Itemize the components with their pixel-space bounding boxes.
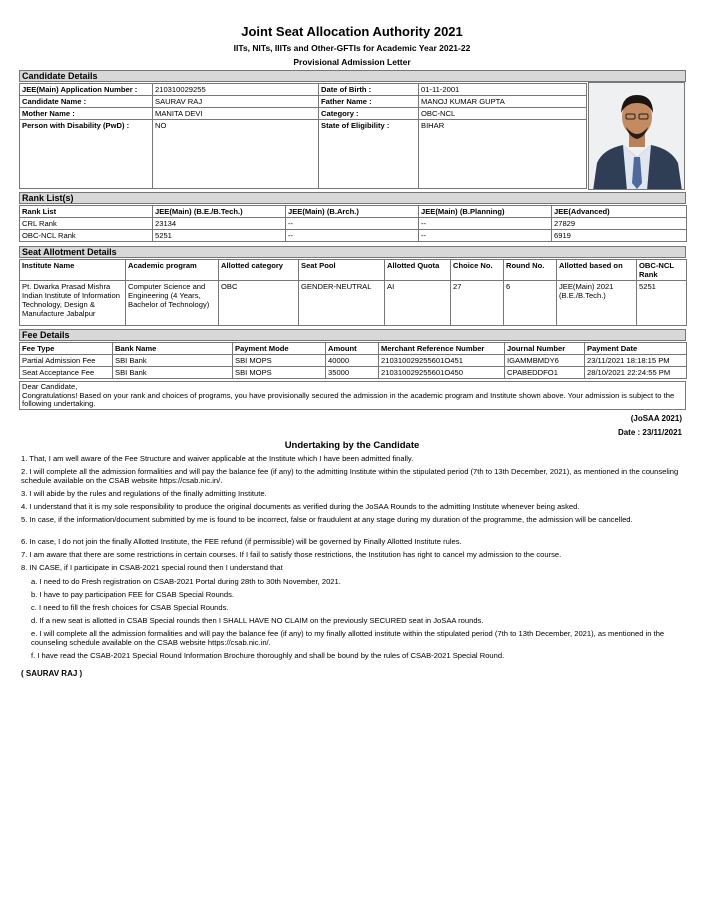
undertaking-subpoint: e. I will complete all the admission formalities and will pay the balance fee (if any) to my finally allotted institute within the stipulated period (7th to 13th December, 2021), as mentioned in the counseling schedule available on the CSAB website https://csab.nic.in/.: [31, 629, 665, 647]
fee-header: Merchant Reference Number: [379, 343, 505, 355]
round-no: 6: [504, 281, 557, 326]
rank-cell: CRL Rank: [20, 218, 153, 230]
seat-header: OBC-NCL Rank: [637, 260, 687, 281]
fee-header: Journal Number: [505, 343, 585, 355]
candidate-photo: [588, 82, 685, 190]
state-value: BIHAR: [419, 120, 587, 189]
category-value: OBC-NCL: [419, 108, 587, 120]
seat-header: Allotted based on: [557, 260, 637, 281]
dob-label: Date of Birth :: [319, 84, 419, 96]
dob-value: 01-11-2001: [419, 84, 587, 96]
candidate-section-title: Candidate Details: [19, 70, 686, 82]
seat-section-title: Seat Allotment Details: [19, 246, 686, 258]
undertaking-subpoint: c. I need to fill the fresh choices for CSAB Special Rounds.: [31, 603, 229, 612]
fee-header: Amount: [326, 343, 379, 355]
fee-table: [19, 342, 687, 379]
institute-name: Pt. Dwarka Prasad Mishra Indian Institute of Information Technology, Design & Manufacture Jabalpur: [20, 281, 126, 326]
rank-cell: 5251: [153, 230, 286, 242]
rank-cell: 23134: [153, 218, 286, 230]
academic-program: Computer Science and Engineering (4 Years, Bachelor of Technology): [126, 281, 219, 326]
app-no-value: 210310029255: [153, 84, 319, 96]
seat-header: Allotted Quota: [385, 260, 451, 281]
fee-cell: Seat Acceptance Fee: [20, 367, 113, 379]
undertaking-point: 1. That, I am well aware of the Fee Structure and waiver applicable at the Institute which I have been admitted finally.: [21, 454, 414, 463]
obc-ncl-rank: 5251: [637, 281, 687, 326]
letter-subtitle: IITs, NITs, IIITs and Other-GFTIs for Academic Year 2021-22: [233, 43, 471, 53]
seat-pool: GENDER-NEUTRAL: [299, 281, 385, 326]
fee-cell: CPABEDDFO1: [505, 367, 585, 379]
undertaking-point: 8. IN CASE, if I participate in CSAB-2021 special round then I understand that: [21, 563, 283, 572]
message-greeting: Dear Candidate,: [22, 382, 78, 391]
seat-header: Institute Name: [20, 260, 126, 281]
fee-cell: Partial Admission Fee: [20, 355, 113, 367]
allotted-based-on: JEE(Main) 2021 (B.E./B.Tech.): [557, 281, 637, 326]
rank-cell: 6919: [552, 230, 687, 242]
undertaking-subpoint: b. I have to pay participation FEE for CSAB Special Rounds.: [31, 590, 235, 599]
undertaking-subpoint: a. I need to do Fresh registration on CSAB-2021 Portal during 28th to 30th November, 2021.: [31, 577, 341, 586]
fee-cell: 23/11/2021 18:18:15 PM: [585, 355, 687, 367]
rank-header: Rank List: [20, 206, 153, 218]
pwd-value: NO: [153, 120, 319, 189]
message-body: Congratulations! Based on your rank and choices of programs, you have provisionally secured the admission in the academic program and Institute shown above. Your admission is subject to the following undertaking.: [22, 390, 675, 408]
josaa-note: (JoSAA 2021): [630, 414, 682, 423]
rank-section-title: Rank List(s): [19, 192, 686, 204]
fee-header: Fee Type: [20, 343, 113, 355]
rank-cell: 27829: [552, 218, 687, 230]
congratulation-message: [19, 381, 686, 410]
rank-table: [19, 205, 687, 242]
undertaking-point: 6. In case, I do not join the finally Allotted Institute, the FEE refund (if permissible) will be governed by Finally Allotted Institute rules.: [21, 537, 462, 546]
table-row: [20, 367, 687, 379]
table-row: [20, 355, 687, 367]
undertaking-point: 7. I am aware that there are some restrictions in certain courses. If I fail to satisfy those restrictions, the Institution has right to cancel my admission to the course.: [21, 550, 562, 559]
choice-no: 27: [451, 281, 504, 326]
name-label: Candidate Name :: [20, 96, 153, 108]
seat-header: Allotted category: [219, 260, 299, 281]
fee-cell: IGAMMBMDY6: [505, 355, 585, 367]
allotted-quota: AI: [385, 281, 451, 326]
fee-cell: 28/10/2021 22:24:55 PM: [585, 367, 687, 379]
undertaking-subpoint: d. If a new seat is allotted in CSAB Special rounds then I SHALL HAVE NO CLAIM on the previously SECURED seat in JoSAA rounds.: [31, 616, 484, 625]
seat-header: Choice No.: [451, 260, 504, 281]
father-value: MANOJ KUMAR GUPTA: [419, 96, 587, 108]
seat-header: Seat Pool: [299, 260, 385, 281]
undertaking-point: 5. In case, if the information/document submitted by me is found to be incorrect, false or fraudulent at any stage during my duration of the programme, the admission will be cancelled.: [21, 515, 633, 524]
letter-date: Date : 23/11/2021: [617, 428, 682, 437]
fee-cell: 210310029255601O451: [379, 355, 505, 367]
fee-header: Bank Name: [113, 343, 233, 355]
table-row: [20, 218, 687, 230]
fee-cell: SBI MOPS: [233, 355, 326, 367]
fee-header: Payment Date: [585, 343, 687, 355]
fee-cell: SBI Bank: [113, 367, 233, 379]
rank-header: JEE(Main) (B.Arch.): [286, 206, 419, 218]
name-value: SAURAV RAJ: [153, 96, 319, 108]
undertaking-point: 3. I will abide by the rules and regulations of the finally admitting Institute.: [21, 489, 267, 498]
allotted-category: OBC: [219, 281, 299, 326]
rank-cell: --: [286, 230, 419, 242]
fee-cell: 40000: [326, 355, 379, 367]
undertaking-point: 4. I understand that it is my sole responsibility to produce the original documents as verified during the JoSAA Rounds to the admitting Institute whenever being asked.: [21, 502, 580, 511]
fee-header: Payment Mode: [233, 343, 326, 355]
fee-cell: 35000: [326, 367, 379, 379]
rank-header: JEE(Main) (B.Planning): [419, 206, 552, 218]
rank-header: JEE(Main) (B.E./B.Tech.): [153, 206, 286, 218]
undertaking-title: Undertaking by the Candidate: [284, 440, 420, 451]
candidate-signature: ( SAURAV RAJ ): [21, 669, 83, 678]
seat-table: [19, 259, 687, 326]
rank-cell: --: [419, 230, 552, 242]
undertaking-subpoint: f. I have read the CSAB-2021 Special Round Information Brochure thoroughly and shall be bound by the rules of CSAB-2021 Special Round.: [31, 651, 505, 660]
candidate-table: [19, 83, 587, 189]
fee-section-title: Fee Details: [19, 329, 686, 341]
mother-label: Mother Name :: [20, 108, 153, 120]
candidate-photo-image: [589, 83, 685, 190]
seat-header: Academic program: [126, 260, 219, 281]
app-no-label: JEE(Main) Application Number :: [20, 84, 153, 96]
category-label: Category :: [319, 108, 419, 120]
mother-value: MANITA DEVI: [153, 108, 319, 120]
table-row: [20, 230, 687, 242]
fee-cell: SBI MOPS: [233, 367, 326, 379]
pwd-label: Person with Disability (PwD) :: [20, 120, 153, 189]
fee-cell: SBI Bank: [113, 355, 233, 367]
state-label: State of Eligibility :: [319, 120, 419, 189]
undertaking-point: 2. I will complete all the admission formalities and will pay the balance fee (if any) to the admitting Institute within the stipulated period (7th to 13th December, 2021), as mentioned in the counseling schedule available on the CSAB website https://csab.nic.in/.: [21, 467, 679, 485]
seat-header: Round No.: [504, 260, 557, 281]
rank-cell: --: [286, 218, 419, 230]
father-label: Father Name :: [319, 96, 419, 108]
fee-cell: 210310029255601O450: [379, 367, 505, 379]
letter-title: Joint Seat Allocation Authority 2021: [241, 24, 463, 39]
rank-cell: OBC-NCL Rank: [20, 230, 153, 242]
letter-type: Provisional Admission Letter: [293, 57, 411, 67]
table-row: [20, 281, 687, 326]
rank-header: JEE(Advanced): [552, 206, 687, 218]
rank-cell: --: [419, 218, 552, 230]
